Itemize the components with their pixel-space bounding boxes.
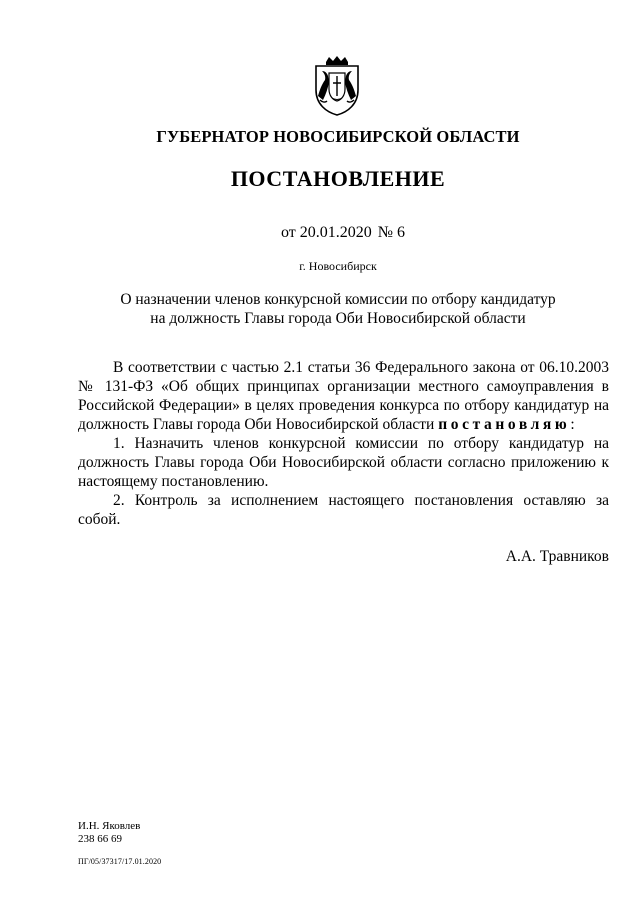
document-reference-code: ПГ/05/37317/17.01.2020 — [78, 857, 162, 866]
body-paragraph-preamble — [78, 358, 609, 434]
body-paragraph-item-2: 2. Контроль за исполнением настоящего постановления оставляю за собой. — [78, 492, 609, 528]
preamble-text: В соответствии с частью 2.1 статьи 36 Федерального закона от 06.10.2003 № 131-ФЗ «Об общих принципах организации местного самоуправления в Российской Федерации» в целях проведения конкурса по отбору кандидатур на должность Главы города Оби Новосибирской области — [78, 359, 609, 433]
document-number: № 6 — [377, 224, 406, 241]
document-body — [78, 358, 609, 529]
coat-of-arms-icon — [312, 56, 362, 116]
preamble-colon: : — [570, 416, 575, 433]
body-paragraph-item-1: 1. Назначить членов конкурсной комиссии по отбору кандидатур на должность Главы города Оби Новосибирской области согласно приложению к настоящему постановлению. — [78, 435, 609, 490]
document-date: от 20.01.2020 — [280, 224, 372, 241]
executor-phone: 238 66 69 — [78, 833, 122, 845]
executor-block — [78, 820, 140, 846]
subject-line-1: О назначении членов конкурсной комиссии по отбору кандидатур — [120, 291, 556, 308]
document-type-title: ПОСТАНОВЛЕНИЕ — [230, 166, 446, 191]
date-number-line — [0, 224, 640, 242]
decree-keyword: постановляю — [438, 416, 571, 433]
signatory-name: А.А. Травников — [505, 548, 609, 565]
subject-line-2: на должность Главы города Оби Новосибирской области — [150, 310, 526, 327]
executor-name: И.Н. Яковлев — [78, 820, 141, 832]
city-label: г. Новосибирск — [299, 259, 377, 273]
document-subject — [100, 290, 576, 328]
authority-title: ГУБЕРНАТОР НОВОСИБИРСКОЙ ОБЛАСТИ — [156, 127, 520, 146]
